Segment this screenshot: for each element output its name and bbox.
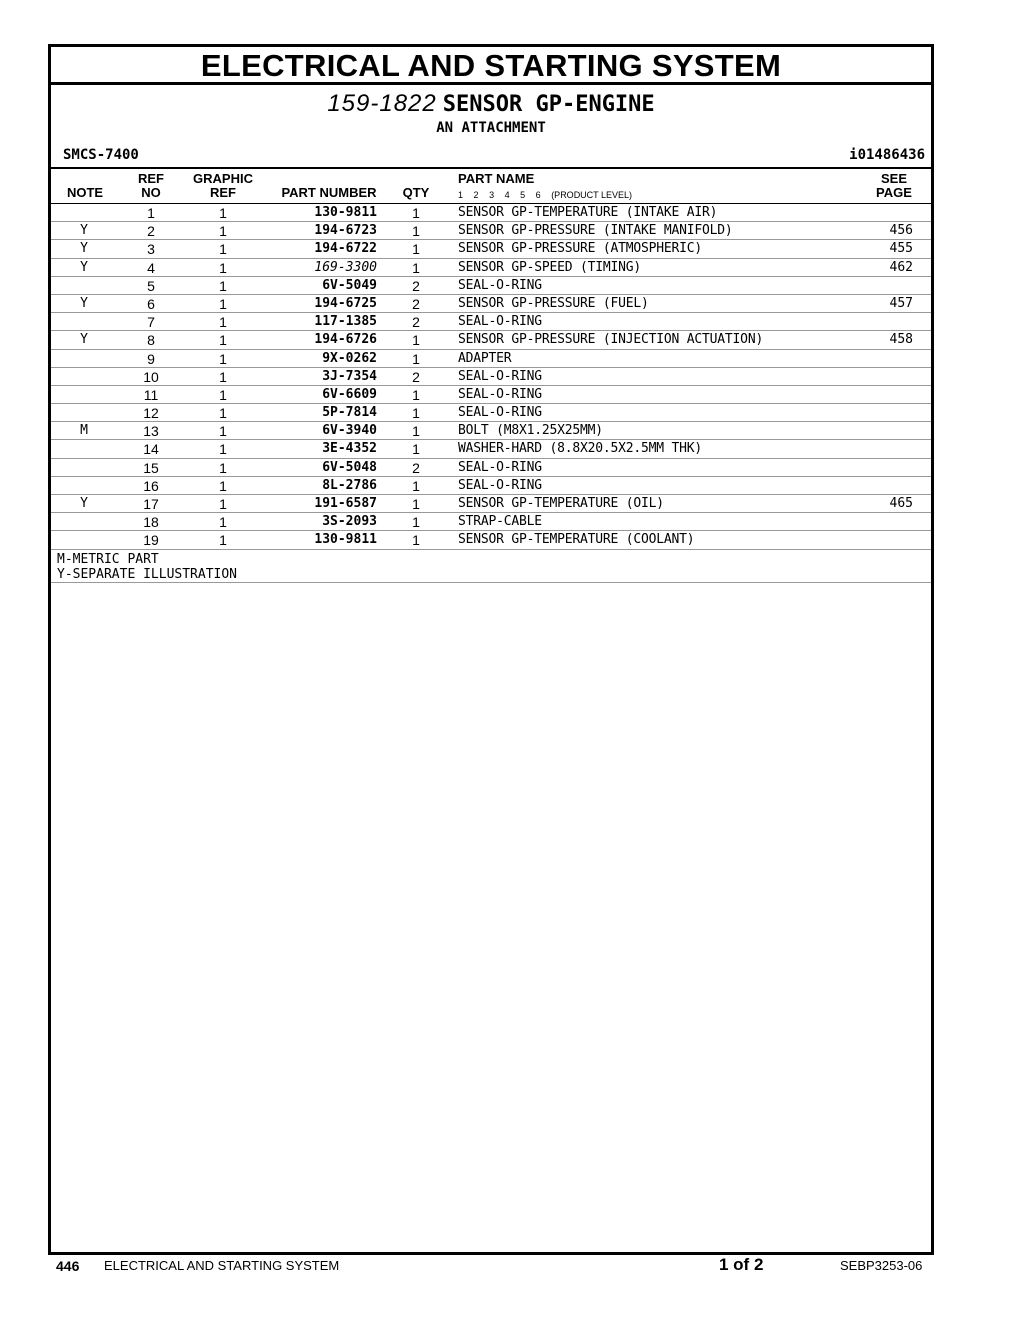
group-name: SENSOR GP-ENGINE xyxy=(442,92,655,117)
row-ref-no: 9 xyxy=(147,350,155,367)
row-qty: 2 xyxy=(412,277,420,294)
table-row xyxy=(51,259,931,277)
row-part-number: 194-6723 xyxy=(314,223,377,239)
product-level-4: 4 xyxy=(504,190,510,200)
col-see-page-header xyxy=(869,172,919,200)
row-part-number: 194-6726 xyxy=(314,332,377,348)
footer-document-number: SEBP3253-06 xyxy=(840,1258,923,1273)
row-note: Y xyxy=(80,295,88,311)
col-ref-header xyxy=(133,172,169,200)
group-heading xyxy=(51,91,931,118)
row-part-name: SEAL-O-RING xyxy=(458,277,542,293)
row-part-name: WASHER-HARD (8.8X20.5X2.5MM THK) xyxy=(458,441,703,457)
row-graphic-ref: 1 xyxy=(219,386,227,403)
row-ref-no: 12 xyxy=(143,405,159,422)
row-graphic-ref: 1 xyxy=(219,405,227,422)
row-ref-no: 5 xyxy=(147,277,155,294)
row-part-number: 6V-5048 xyxy=(322,459,377,475)
row-part-number: 6V-6609 xyxy=(322,386,377,402)
row-note: M xyxy=(80,423,88,439)
table-row xyxy=(51,404,931,422)
row-ref-no: 19 xyxy=(143,532,159,549)
row-graphic-ref: 1 xyxy=(219,332,227,349)
row-graphic-ref: 1 xyxy=(219,532,227,549)
row-ref-no: 2 xyxy=(147,223,155,240)
row-part-name: SEAL-O-RING xyxy=(458,459,542,475)
row-part-number: 8L-2786 xyxy=(322,477,377,493)
row-part-number: 6V-3940 xyxy=(322,423,377,439)
table-row xyxy=(51,495,931,513)
row-qty: 2 xyxy=(412,459,420,476)
row-part-name: SEAL-O-RING xyxy=(458,314,542,330)
row-see-page: 462 xyxy=(889,259,913,275)
row-ref-no: 18 xyxy=(143,514,159,531)
product-level-label: (PRODUCT LEVEL) xyxy=(551,190,633,200)
row-qty: 1 xyxy=(412,223,420,240)
section-title: ELECTRICAL AND STARTING SYSTEM xyxy=(51,47,931,85)
parts-page-frame xyxy=(48,44,934,1255)
col-see-header-top: SEE xyxy=(880,171,907,186)
row-graphic-ref: 1 xyxy=(219,423,227,440)
row-ref-no: 15 xyxy=(143,459,159,476)
row-graphic-ref: 1 xyxy=(219,514,227,531)
row-part-name: SENSOR GP-TEMPERATURE (INTAKE AIR) xyxy=(458,205,718,220)
group-part-number: 159-1822 xyxy=(327,90,437,117)
table-row xyxy=(51,513,931,531)
table-row xyxy=(51,386,931,404)
row-part-number: 3J-7354 xyxy=(322,368,377,384)
row-ref-no: 3 xyxy=(147,241,155,258)
table-row xyxy=(51,368,931,386)
header-divider xyxy=(51,167,931,169)
row-graphic-ref: 1 xyxy=(219,259,227,276)
col-note-header: NOTE xyxy=(66,185,104,200)
footer-page-number: 446 xyxy=(56,1258,80,1274)
table-row xyxy=(51,204,931,222)
table-row xyxy=(51,277,931,295)
row-ref-no: 17 xyxy=(143,496,159,512)
row-note: Y xyxy=(80,332,88,348)
row-qty: 1 xyxy=(412,441,420,458)
row-qty: 1 xyxy=(412,496,420,512)
row-graphic-ref: 1 xyxy=(219,368,227,385)
table-row xyxy=(51,459,931,477)
col-graphic-header-top: GRAPHIC xyxy=(193,171,253,186)
row-ref-no: 10 xyxy=(143,368,159,385)
product-level-6: 6 xyxy=(535,190,541,200)
col-ref-header-bottom: NO xyxy=(141,185,161,200)
row-part-number: 169-3300 xyxy=(314,259,377,275)
row-see-page: 455 xyxy=(889,241,913,257)
row-qty: 2 xyxy=(412,368,420,385)
row-qty: 1 xyxy=(412,405,420,422)
row-part-name: STRAP-CABLE xyxy=(458,514,542,530)
row-part-name: SENSOR GP-PRESSURE (ATMOSPHERIC) xyxy=(458,241,703,257)
row-graphic-ref: 1 xyxy=(219,205,227,221)
row-ref-no: 14 xyxy=(143,441,159,458)
table-row xyxy=(51,440,931,458)
row-note: Y xyxy=(80,223,88,239)
row-graphic-ref: 1 xyxy=(219,459,227,476)
footer-section-title: ELECTRICAL AND STARTING SYSTEM xyxy=(104,1258,340,1273)
row-part-name: SENSOR GP-PRESSURE (FUEL) xyxy=(458,295,649,311)
row-qty: 1 xyxy=(412,423,420,440)
table-row xyxy=(51,331,931,349)
row-part-name: SENSOR GP-SPEED (TIMING) xyxy=(458,259,642,275)
product-levels xyxy=(458,190,640,200)
row-ref-no: 11 xyxy=(143,386,159,403)
row-part-number: 194-6722 xyxy=(314,241,377,257)
row-graphic-ref: 1 xyxy=(219,223,227,240)
row-note: Y xyxy=(80,259,88,275)
row-part-name: SENSOR GP-TEMPERATURE (COOLANT) xyxy=(458,532,695,548)
row-part-name: ADAPTER xyxy=(458,350,512,366)
row-qty: 1 xyxy=(412,259,420,276)
row-part-name: SENSOR GP-PRESSURE (INJECTION ACTUATION) xyxy=(458,332,764,348)
legend-notes xyxy=(51,550,931,583)
row-graphic-ref: 1 xyxy=(219,496,227,512)
row-graphic-ref: 1 xyxy=(219,314,227,331)
row-qty: 1 xyxy=(412,332,420,349)
row-part-number: 3S-2093 xyxy=(322,514,377,530)
row-qty: 1 xyxy=(412,532,420,549)
row-see-page: 456 xyxy=(889,223,913,239)
row-ref-no: 7 xyxy=(147,314,155,331)
row-see-page: 465 xyxy=(889,496,913,511)
row-qty: 1 xyxy=(412,477,420,494)
row-ref-no: 1 xyxy=(147,205,155,221)
row-part-name: SEAL-O-RING xyxy=(458,477,542,493)
row-part-name: SEAL-O-RING xyxy=(458,368,542,384)
row-qty: 2 xyxy=(412,295,420,312)
row-note: Y xyxy=(80,241,88,257)
col-ref-header-top: REF xyxy=(138,171,164,186)
row-see-page: 457 xyxy=(889,295,913,311)
row-part-name: SEAL-O-RING xyxy=(458,386,542,402)
product-level-3: 3 xyxy=(489,190,495,200)
row-part-number: 194-6725 xyxy=(314,295,377,311)
row-graphic-ref: 1 xyxy=(219,277,227,294)
row-part-number: 117-1385 xyxy=(314,314,377,330)
smcs-code: SMCS-7400 xyxy=(63,147,139,163)
row-part-name: SENSOR GP-PRESSURE (INTAKE MANIFOLD) xyxy=(458,223,733,239)
row-part-name: BOLT (M8X1.25X25MM) xyxy=(458,423,603,439)
col-graphic-header-bottom: REF xyxy=(210,185,236,200)
footer-sheet-count: 1 of 2 xyxy=(719,1255,764,1274)
row-part-number: 5P-7814 xyxy=(322,405,377,421)
product-level-2: 2 xyxy=(473,190,479,200)
row-qty: 1 xyxy=(412,386,420,403)
table-row xyxy=(51,350,931,368)
row-part-number: 130-9811 xyxy=(314,532,377,548)
row-part-name: SENSOR GP-TEMPERATURE (OIL) xyxy=(458,496,664,511)
row-graphic-ref: 1 xyxy=(219,295,227,312)
row-qty: 2 xyxy=(412,314,420,331)
row-ref-no: 4 xyxy=(147,259,155,276)
col-part-number-header: PART NUMBER xyxy=(281,185,377,200)
row-part-number: 3E-4352 xyxy=(322,441,377,457)
row-part-name: SEAL-O-RING xyxy=(458,405,542,421)
row-qty: 1 xyxy=(412,205,420,221)
row-ref-no: 13 xyxy=(143,423,159,440)
row-graphic-ref: 1 xyxy=(219,241,227,258)
row-ref-no: 16 xyxy=(143,477,159,494)
table-row xyxy=(51,222,931,240)
row-note: Y xyxy=(80,496,88,511)
col-part-name-header: PART NAME xyxy=(458,171,535,186)
row-part-number: 191-6587 xyxy=(314,496,377,511)
row-graphic-ref: 1 xyxy=(219,477,227,494)
row-qty: 1 xyxy=(412,241,420,258)
row-qty: 1 xyxy=(412,350,420,367)
legend-item: Y-SEPARATE ILLUSTRATION xyxy=(57,566,238,582)
row-see-page: 458 xyxy=(889,332,913,348)
product-level-5: 5 xyxy=(520,190,526,200)
col-see-header-bottom: PAGE xyxy=(876,185,912,200)
table-row xyxy=(51,531,931,549)
row-graphic-ref: 1 xyxy=(219,350,227,367)
product-level-1: 1 xyxy=(458,190,464,200)
table-row xyxy=(51,295,931,313)
row-part-number: 130-9811 xyxy=(314,205,377,220)
table-row xyxy=(51,477,931,495)
table-row xyxy=(51,422,931,440)
table-row xyxy=(51,313,931,331)
row-ref-no: 8 xyxy=(147,332,155,349)
document-identifier: i01486436 xyxy=(849,147,925,163)
row-ref-no: 6 xyxy=(147,295,155,312)
row-part-number: 6V-5049 xyxy=(322,277,377,293)
table-row xyxy=(51,240,931,258)
row-part-number: 9X-0262 xyxy=(322,350,377,366)
group-subtitle: AN ATTACHMENT xyxy=(436,120,546,136)
row-qty: 1 xyxy=(412,514,420,531)
row-graphic-ref: 1 xyxy=(219,441,227,458)
parts-table xyxy=(51,204,931,583)
col-qty-header: QTY xyxy=(402,185,430,200)
col-graphic-header xyxy=(189,172,257,200)
legend-item: M-METRIC PART xyxy=(57,551,159,567)
